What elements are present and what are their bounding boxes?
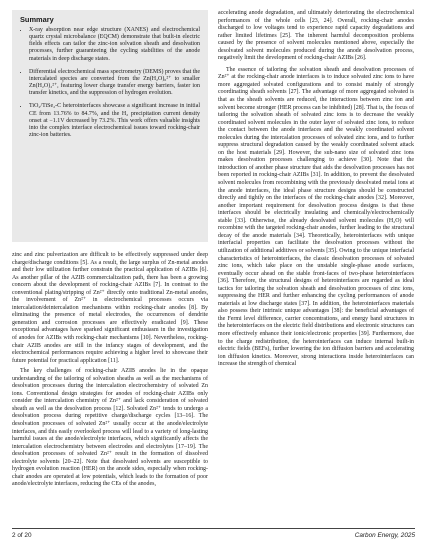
body-paragraph: The key challenges of rocking-chair AZIB anodes lie in the opaque understanding of the tailoring of solvation sheaths as well as the mechanisms of desolvation processes during the intercalation electrochemistry of solvated Zn ions. Conventional design strategies for anodes of rocking-chair AZIBs only consider the intercalation chemistry of Zn²⁺ and lack consideration of solvated sheath as well as the desolvation process [12]. Solvated Zn²⁺ tends to undergo a desolvation process during repetitive charge/discharge cycles [13–16]. The desolvation processes of solvated Zn²⁺ usually occur at the anode/electrolyte interfaces, and this easily overlooked process will lead to a variety of long-lasting harmful issues at the anode/electrolyte interfaces, which significantly affects the intercalation electrochemistry between electrodes and electrolytes [17–19]. The desolvation processes of solvated Zn²⁺ result in the formation of dissolved electrolyte solvents [20–22]. Note that desolvated solvents are susceptible to hydrogen evolution reaction (HER) on the anode sides, especially when rocking-chair anodes are operated at low potentials, which leads to the formation of poor anode/electrolyte interfaces, reducing the CEs of the anodes, bbox=[12, 368, 208, 488]
summary-bullet-list bbox=[20, 27, 200, 139]
left-column-top bbox=[12, 10, 208, 242]
left-column-body bbox=[12, 252, 208, 489]
summary-bullet: • Differential electrochemical mass spectrometry (DEMS) proves that the intercalated species are converted from the Zn(H₂O)₆²⁺ to smaller Zn(H₂O)₂²⁺, featuring lower charge transfer energy barriers, faster ion transfer kinetics, and the suppression of hydrogen evolution. bbox=[29, 69, 200, 98]
right-column bbox=[218, 10, 414, 369]
journal-citation: Carbon Energy, 2025 bbox=[354, 532, 415, 539]
body-paragraph: accelerating anode degradation, and ultimately deteriorating the electrochemical performances of the whole cells [23, 24]. Overall, rocking-chair anodes discharged to low voltages tend to experience rapid capacity degradations and rather limited lifetimes [25]. The inherent harmful decomposition problems caused by the presence of solvent molecules mentioned above, especially the desolvated solvent molecules produced during the anode desolvation process, negatively limit the development of rocking-chair AZIBs [26]. bbox=[218, 10, 414, 62]
summary-box bbox=[12, 10, 208, 242]
body-paragraph: zinc and zinc pulverization are difficult to be effectively suppressed under deep charge/discharge conditions [5]. As a result, the large surplus of Zn-metal anodes and their low utilization further constrain the practical application of AZIBs [6]. As another pillar of the AZIB commercialization path, there has been a growing concern about the development of rocking-chair AZIBs [7]. In contrast to the conventional plating/stripping of Zn²⁺ directly onto traditional Zn-metal anodes, the involvement of Zn²⁺ in electrochemical processes occurs via intercalation/deintercalation mechanisms within rocking-chair anodes [8]. By eliminating the presence of metal electrodes, the occurrences of dendrite generation and corrosion processes are effectively eradicated [9]. These exceptional advantages have sparked significant enthusiasm in the investigation of anodes for AZIBs with rocking-chair mechanisms [10]. Nevertheless, rocking-chair AZIB anodes are still in the infancy stages of development, and the electrochemical performances require achieving a higher level to showcase their future potential for practical application [11]. bbox=[12, 252, 208, 364]
summary-bullet: • TiO₂/TiSe₂-C heterointerfaces showcase a significant increase in initial CE from 13.76% to 84.7%, and the H₂ precipitation current density onset at −1.1V decreased by 73.2%. This work offers valuable insights into the complex interface electrochemical issues toward rocking-chair zinc-ion batteries. bbox=[29, 103, 200, 139]
summary-bullet: • X-ray absorption near edge structure (XANES) and electrochemical quartz crystal microbalance (EQCM) demonstrate that built-in electric fields effects can tailor the zinc-ion solvation sheath and desolvation processes, further guaranteeing the cycling stabilities of the anode materials in deep discharge states. bbox=[29, 27, 200, 63]
page-number: 2 of 20 bbox=[12, 532, 32, 539]
summary-title: Summary bbox=[20, 15, 54, 24]
footer-divider bbox=[12, 528, 415, 529]
body-paragraph: The essence of tailoring the solvation sheath and desolvation processes of Zn²⁺ at the rocking-chair anode interfaces is to induce solvated zinc ions to have more aggregated solvated configurations and to consist mainly of strongly coordinating sheath solvents [27]. The advantage of more aggregated solvated is that as the sheath solvents are reduced, the interactions between zinc ion and solvent become stronger (HER process can be inhibited) [28]. That is, the focus of tailoring the solvation sheath of solvated zinc ions is to decrease the weakly coordinated solvent molecules in the outer layer of solvated zinc ions, to reduce the contact between the anode interfaces and the weakly coordinated solvent molecules during the intercalation processes of solvated zinc ions, and to further suppress structural degradation caused by the weakly coordinated solvent attack on the host materials [29]. However, the sub-nano size of solvated zinc ions makes desolvation processes challenging to achieve [30]. Note that the introduction of another phase structure that aids the desolvation processes has not been reported in rocking-chair AZIBs [31]. In addition, to prevent the desolvated solvent molecules from recombining with the previously desolvated metal ions at the anode interfaces, the ideal phase structure designs should be constructed directly and tightly on the interfaces of the rocking-chair anodes [32]. Moreover, another important requirement for desolvation process designs is that these interfaces should be electrically insulating and chemically/electrochemically stable [33]. Otherwise, the already desolvated solvent molecules (H₂O) will recombine with the targeted rocking-chair anodes, further leading to the structural decay of the anode materials [34]. Theoretically, heterointerfaces with unique interfacial properties can facilitate the desolvation processes without the utilization of additional additives or solvents [35]. Owing to the unique interfacial characteristics of heterointerfaces, the classic desolvation processes of solvated zinc ions, which take place on the unstable single-phase anode surfaces, eventually occur ahead on the stable front-faces of two-phase heterointerfaces [36]. Therefore, the structural designs of heterointerfaces are regarded as ideal tactics for tailoring the solvation sheath and desolvation processes of zinc ions, suppressing the HER and further enhancing the cycling performances of anode materials at low discharge states [37]. In addition, the heterointerfaces materials also possess their intrinsic unique advantages [38]: the beneficial advantages of the Fermi level difference, carrier concentrations, and energy band structures in the heterointerfaces on the electric field distributions and electronic structures can more effectively enhance their ionic/electronic properties [39]. Furthermore, due to the charge redistribution, the heterointerfaces can induce internal built-in electric fields (BEFs), further lowering the ion diffusion barriers and accelerating ion diffusion kinetics. Moreover, strong interactions inside heterointerfaces can increase the strength of chemical bbox=[218, 66, 414, 368]
